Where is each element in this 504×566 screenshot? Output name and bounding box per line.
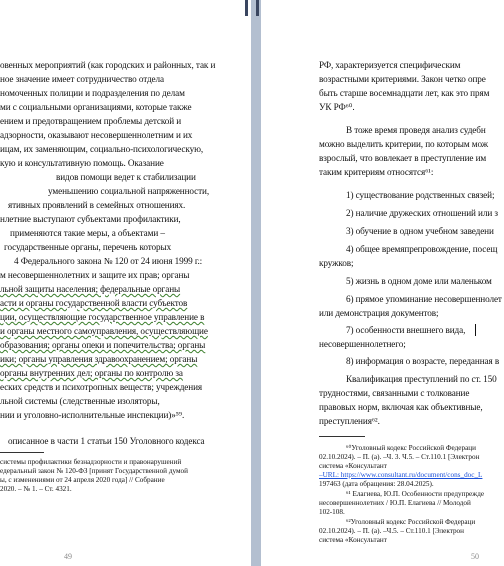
text-line: овенных мероприятий (как городских и районных, так и <box>0 60 216 70</box>
footnote-line: ⁶⁰Уголовный кодекс Российской Федераци <box>346 444 476 452</box>
footnote-link[interactable]: –URL: https://www.consultant.ru/document/cons_doc_L <box>319 471 483 479</box>
text-line: преступления⁶². <box>319 416 380 426</box>
text-line: нии и уголовно-исполнительные инспекции)»⁵⁹. <box>0 410 185 420</box>
document-page-right <box>261 0 504 566</box>
text-line: 7) особенности внешнего вида, <box>346 325 466 335</box>
text-line: возрастными критериями. Закон четко опре <box>319 74 486 84</box>
scrollbar-thumb[interactable] <box>245 0 248 16</box>
text-cursor <box>475 324 476 336</box>
text-line: РФ, характеризуется специфическим <box>319 60 461 70</box>
footnote-line: едеральный закон № 120-ФЗ [принят Государственной думой <box>0 467 188 475</box>
text-line: м несовершеннолетних и защите их прав; органы <box>0 270 190 280</box>
text-line: адзорности, оказывают несовершеннолетним и их <box>0 130 193 140</box>
text-line: ики; органы управления здравоохранением; органы <box>0 354 198 364</box>
text-line: нлетние выступают субъектами профилактики, <box>0 214 181 224</box>
text-line: 8) информация о возрасте, переданная в <box>346 356 500 366</box>
footnote-line: 2020. – № 1. – Ст. 4321. <box>0 485 72 493</box>
text-line: льной защиты населения; федеральные органы <box>0 284 181 294</box>
text-line: несовершеннолетнего; <box>319 339 406 349</box>
page-number: 49 <box>64 552 72 561</box>
text-line: УК РФ⁶⁰. <box>319 102 355 112</box>
scrollbar-thumb[interactable] <box>256 0 259 16</box>
text-line: взрослый, что вовлекает в преступление им <box>319 153 487 163</box>
text-line: государственные органы, перечень которых <box>4 242 172 252</box>
text-line: 1) существование родственных связей; <box>346 190 495 200</box>
text-line: ением и предотвращением проблемы детской и <box>0 116 182 126</box>
text-line: органы внутренних дел; органы по контролю за <box>0 368 183 378</box>
text-line: ицам, их заменяющим, социально-психологическую, <box>0 144 204 154</box>
footnote-line: 02.10.2024). – П. (а). –Ч. 3. Ч.5. – Ст.110.1 [Электрон <box>319 453 480 461</box>
footnote-separator <box>319 436 365 437</box>
text-line: быть старше восемнадцати лет, как это прям <box>319 88 490 98</box>
text-line: таким критериям относятся⁶¹: <box>319 167 434 177</box>
footnote-line: ⁶¹ Елагиева, Ю.П. Особенности предупрежде <box>346 490 485 498</box>
footnote-line: ⁶²Уголовный кодекс Российской Федераци <box>346 518 476 526</box>
document-page-left <box>0 0 251 566</box>
footnote-line: 102-108. <box>319 508 345 516</box>
footnote-line: система «Консультант <box>319 536 387 544</box>
text-line: трудностями, связанными с толкование <box>319 388 470 398</box>
text-line: 3) обучение в одном учебном заведени <box>346 226 494 236</box>
text-line: применяются такие меры, а объектами – <box>10 228 165 238</box>
text-line: 5) жизнь в одном доме или маленьком <box>346 276 492 286</box>
page-gap <box>251 0 261 566</box>
text-line: описанное в части 1 статьи 150 Уголовного кодекса <box>8 436 205 446</box>
text-line: 4) общее времяпрепровождение, посещ <box>346 244 498 254</box>
text-line: 4 Федерального закона № 120 от 24 июня 1999 г.: <box>14 256 203 266</box>
text-line: кружков; <box>319 258 354 268</box>
text-line: 6) прямое упоминание несовершеннолет <box>346 294 502 304</box>
footnote-line: несовершеннолетних / Ю.П. Елагиева // Молодой <box>319 499 471 507</box>
text-line: 2) наличие дружеских отношений или з <box>346 208 498 218</box>
text-line: ное значение имеет сотрудничество отдела <box>0 74 164 84</box>
text-line: образования; органы опеки и попечительства; органы <box>0 340 206 350</box>
footnote-line: 02.10.2024). – П. (а). –Ч.5. – Ст.110.1 [Электрон <box>319 527 464 535</box>
footnote-line: ы, с изменениями от 24 апреля 2020 года] // Собрание <box>0 476 165 484</box>
text-line: ции, осуществляющие государственное управление в <box>0 312 205 322</box>
text-line: или демонстрация документов; <box>319 308 439 318</box>
text-line: льной системы (следственные изоляторы, <box>0 396 160 406</box>
page-number: 50 <box>471 552 479 561</box>
text-line: асти и органы государственной власти субъектов <box>0 298 188 308</box>
text-line: видов помощи ведет к стабилизации <box>56 172 196 182</box>
text-line: уменьшению социальной напряженности, <box>48 186 210 196</box>
text-line: и органы местного самоуправления, осуществляющие <box>0 326 208 336</box>
text-line: ятивных проявлений в семейных отношениях. <box>8 200 186 210</box>
text-line: ми с социальными организациями, которые также <box>0 102 192 112</box>
text-line: правовых норм, включая как объективные, <box>319 402 483 412</box>
text-line: Квалификация преступлений по ст. 150 <box>346 374 497 384</box>
text-line: номоченных полиции и подразделения по делам <box>0 88 185 98</box>
footnote-line: системы профилактики безнадзорности и правонарушений <box>0 458 182 466</box>
footnote-line: 197463 (дата обращения: 28.04.2025). <box>319 480 434 488</box>
text-line: еских средств и психотропных веществ; учреждения <box>0 382 203 392</box>
text-line: можно выделить критерии, по которым мож <box>319 139 488 149</box>
footnote-separator <box>0 452 44 453</box>
footnote-line: система «Консультант <box>319 462 387 470</box>
text-line: кую и консультативную помощь. Оказание <box>0 158 164 168</box>
text-line: В тоже время проведя анализ судебн <box>346 125 486 135</box>
